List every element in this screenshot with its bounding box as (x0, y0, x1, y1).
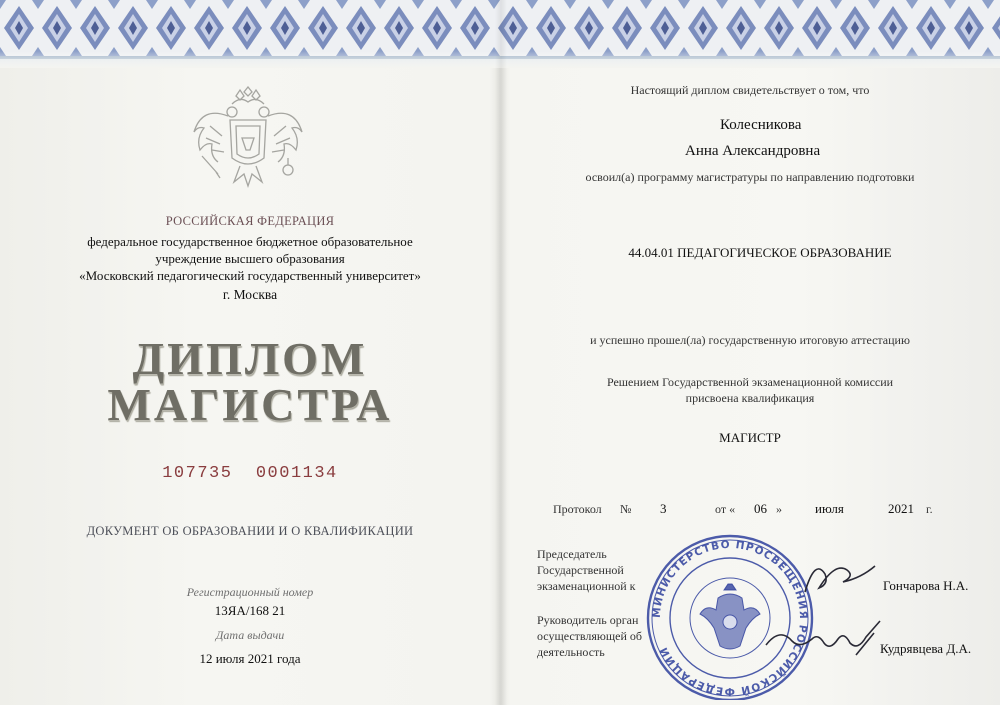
graduate-given-names: Анна Александровна (685, 143, 821, 159)
stamp-text: МИНИСТЕРСТВО ПРОСВЕЩЕНИЯ РОССИЙСКОЙ ФЕДЕРАЦИИ (650, 538, 810, 698)
institution-line: федеральное государственное бюджетное образовательное (87, 234, 413, 249)
registration-label: Регистрационный номер (186, 585, 314, 599)
institution-line: «Московский педагогический государственный университет» (79, 268, 421, 283)
certifies-text: Настоящий диплом свидетельствует о том, что (630, 83, 870, 97)
chair-title-line: Государственной (537, 563, 624, 577)
program-text: освоил(а) программу магистратуры по направлению подготовки (585, 170, 915, 184)
protocol-month: июля (815, 501, 844, 516)
institution-line: учреждение высшего образования (155, 251, 345, 266)
specialty: 44.04.01 ПЕДАГОГИЧЕСКОЕ ОБРАЗОВАНИЕ (628, 245, 892, 260)
head-title-line: осуществляющей об (537, 629, 642, 643)
city: г. Москва (222, 287, 278, 302)
institution-name (0, 233, 500, 284)
protocol-label: Протокол (553, 502, 602, 516)
protocol-year-suffix: г. (926, 502, 933, 516)
head-title-line: деятельность (537, 645, 605, 659)
issue-date-label: Дата выдачи (215, 628, 285, 642)
document-kind: ДОКУМЕНТ ОБ ОБРАЗОВАНИИ И О КВАЛИФИКАЦИИ (86, 524, 414, 538)
head-signature-icon (760, 615, 890, 665)
protocol-year: 2021 (888, 501, 914, 516)
chair-title-line: экзаменационной к (537, 579, 636, 593)
decision-text-line1: Решением Государственной экзаменационной комиссии (606, 375, 894, 389)
protocol-from-label: от « (715, 502, 736, 516)
diploma-title-line2: МАГИСТРА (107, 379, 393, 430)
chair-title-line: Председатель (537, 547, 607, 561)
protocol-number-sign: № (620, 502, 632, 516)
diploma-serial-number: 107735 0001134 (162, 464, 338, 483)
issue-date: 12 июля 2021 года (199, 651, 301, 666)
country-name: РОССИЙСКАЯ ФЕДЕРАЦИЯ (165, 214, 335, 228)
attestation-text: и успешно прошел(ла) государственную итоговую аттестацию (590, 333, 910, 347)
chair-name: Гончарова Н.А. (883, 578, 969, 593)
head-name: Кудрявцева Д.А. (880, 641, 972, 656)
graduate-surname: Колесникова (720, 117, 802, 133)
decision-text-line2: присвоена квалификация (685, 391, 815, 405)
coat-of-arms-icon (188, 86, 308, 196)
registration-number: 13ЯА/168 21 (214, 603, 286, 618)
protocol-number: 3 (660, 501, 667, 516)
head-title-line: Руководитель орган (537, 613, 639, 627)
chair-signature-icon (795, 552, 885, 602)
diploma-title-line1: ДИПЛОМ (132, 333, 368, 384)
protocol-close-quote: » (776, 502, 782, 516)
qualification: МАГИСТР (719, 430, 781, 445)
protocol-day: 06 (754, 501, 767, 516)
